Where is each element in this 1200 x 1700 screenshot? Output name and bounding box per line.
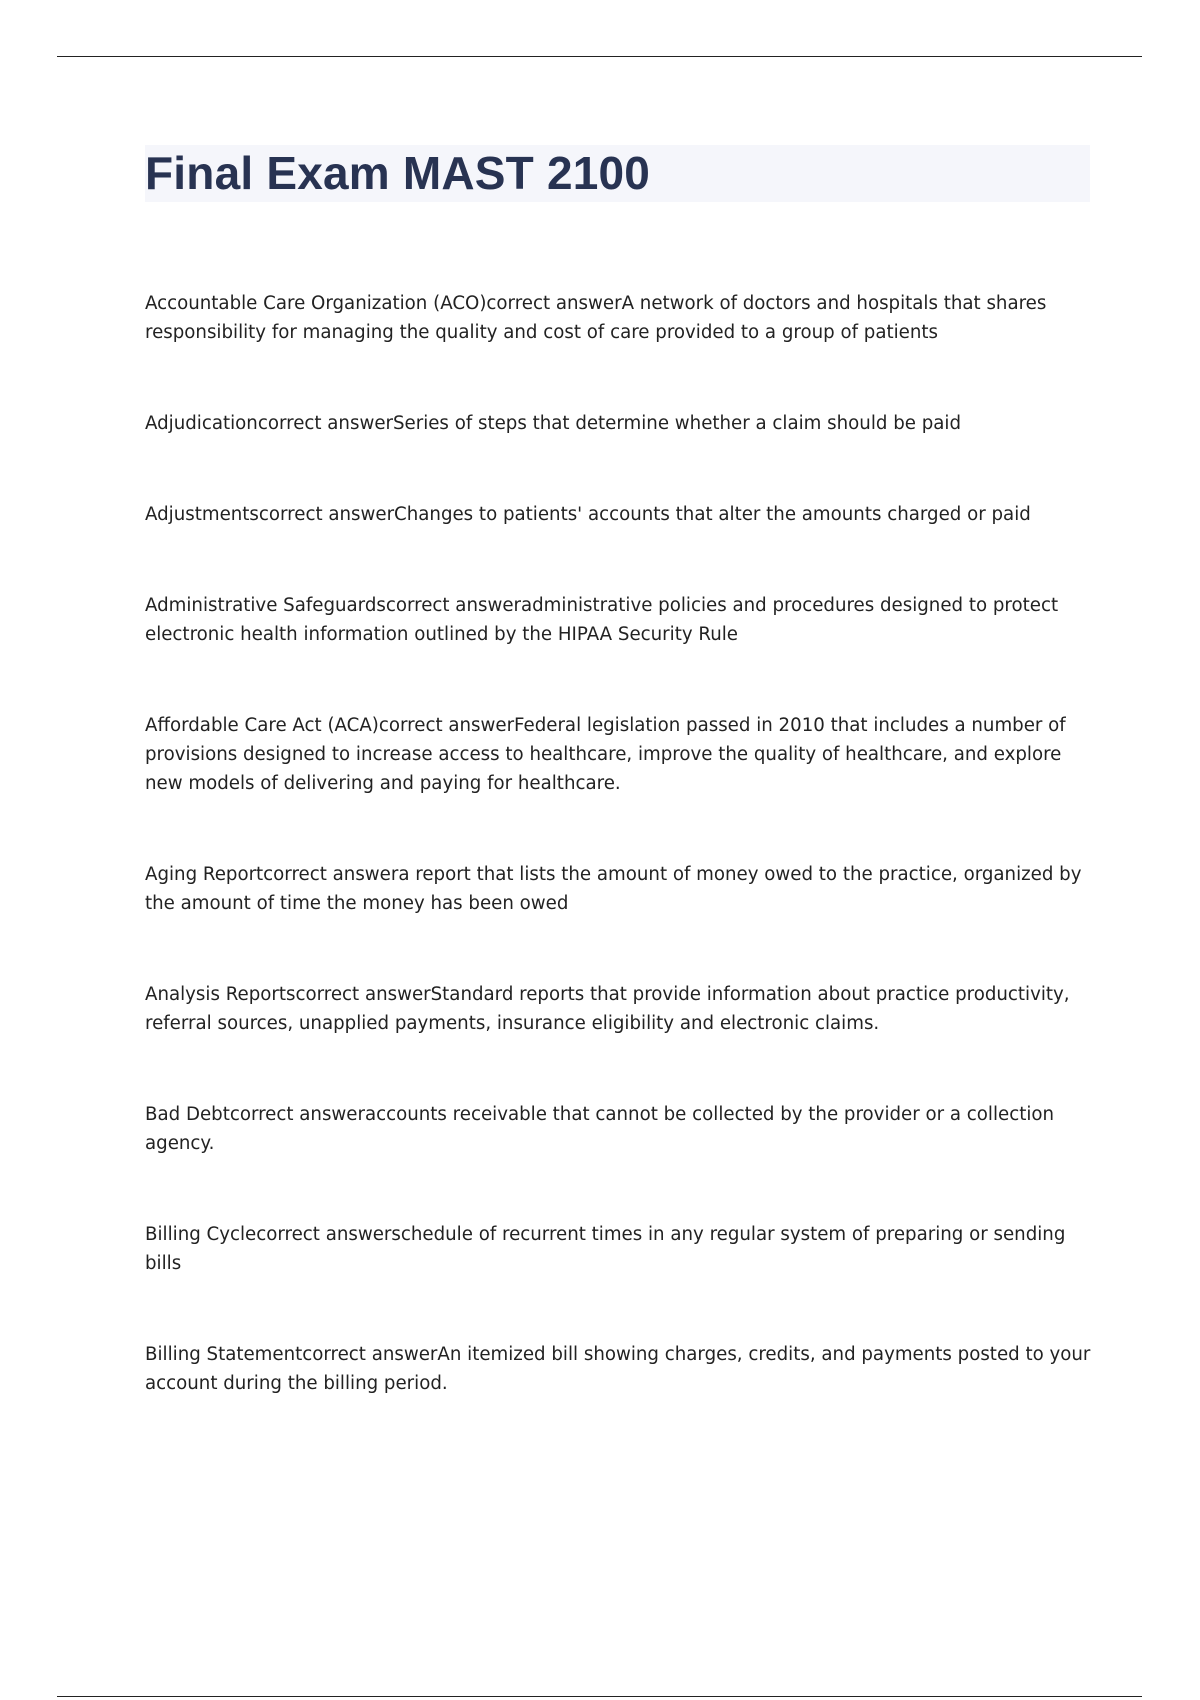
flashcard-entry: Billing Cyclecorrect answerschedule of recurrent times in any regular system of preparing or sending bills [145,1224,1066,1274]
flashcard-entry: Aging Reportcorrect answera report that lists the amount of money owed to the practice, organized by the amount of time the money has been owed [145,864,1082,914]
flashcard-entry: Billing Statementcorrect answerAn itemized bill showing charges, credits, and payments posted to your account during the billing period. [145,1344,1091,1394]
flashcard-entry: Accountable Care Organization (ACO)correct answerA network of doctors and hospitals that shares responsibility for managing the quality and cost of care provided to a group of patients [145,293,1047,343]
flashcard-entry: Adjudicationcorrect answerSeries of steps that determine whether a claim should be paid [145,413,962,434]
flashcard-entry: Affordable Care Act (ACA)correct answerFederal legislation passed in 2010 that includes a number of provisions designed to increase access to healthcare, improve the quality of healthcare, and explore new models of delivering and paying for healthcare. [145,715,1066,794]
flashcard-entry: Bad Debtcorrect answeraccounts receivable that cannot be collected by the provider or a collection agency. [145,1104,1055,1154]
page-title: Final Exam MAST 2100 [145,147,651,199]
footer-rule [57,1696,1142,1697]
flashcard-entry: Adjustmentscorrect answerChanges to patients' accounts that alter the amounts charged or paid [145,504,1031,525]
flashcard-list [145,289,1095,1398]
flashcard-entry: Analysis Reportscorrect answerStandard reports that provide information about practice productivity, referral sources, unapplied payments, insurance eligibility and electronic claims. [145,984,1070,1034]
header-rule [57,56,1142,57]
flashcard-entry: Administrative Safeguardscorrect answeradministrative policies and procedures designed to protect electronic health information outlined by the HIPAA Security Rule [145,595,1059,645]
